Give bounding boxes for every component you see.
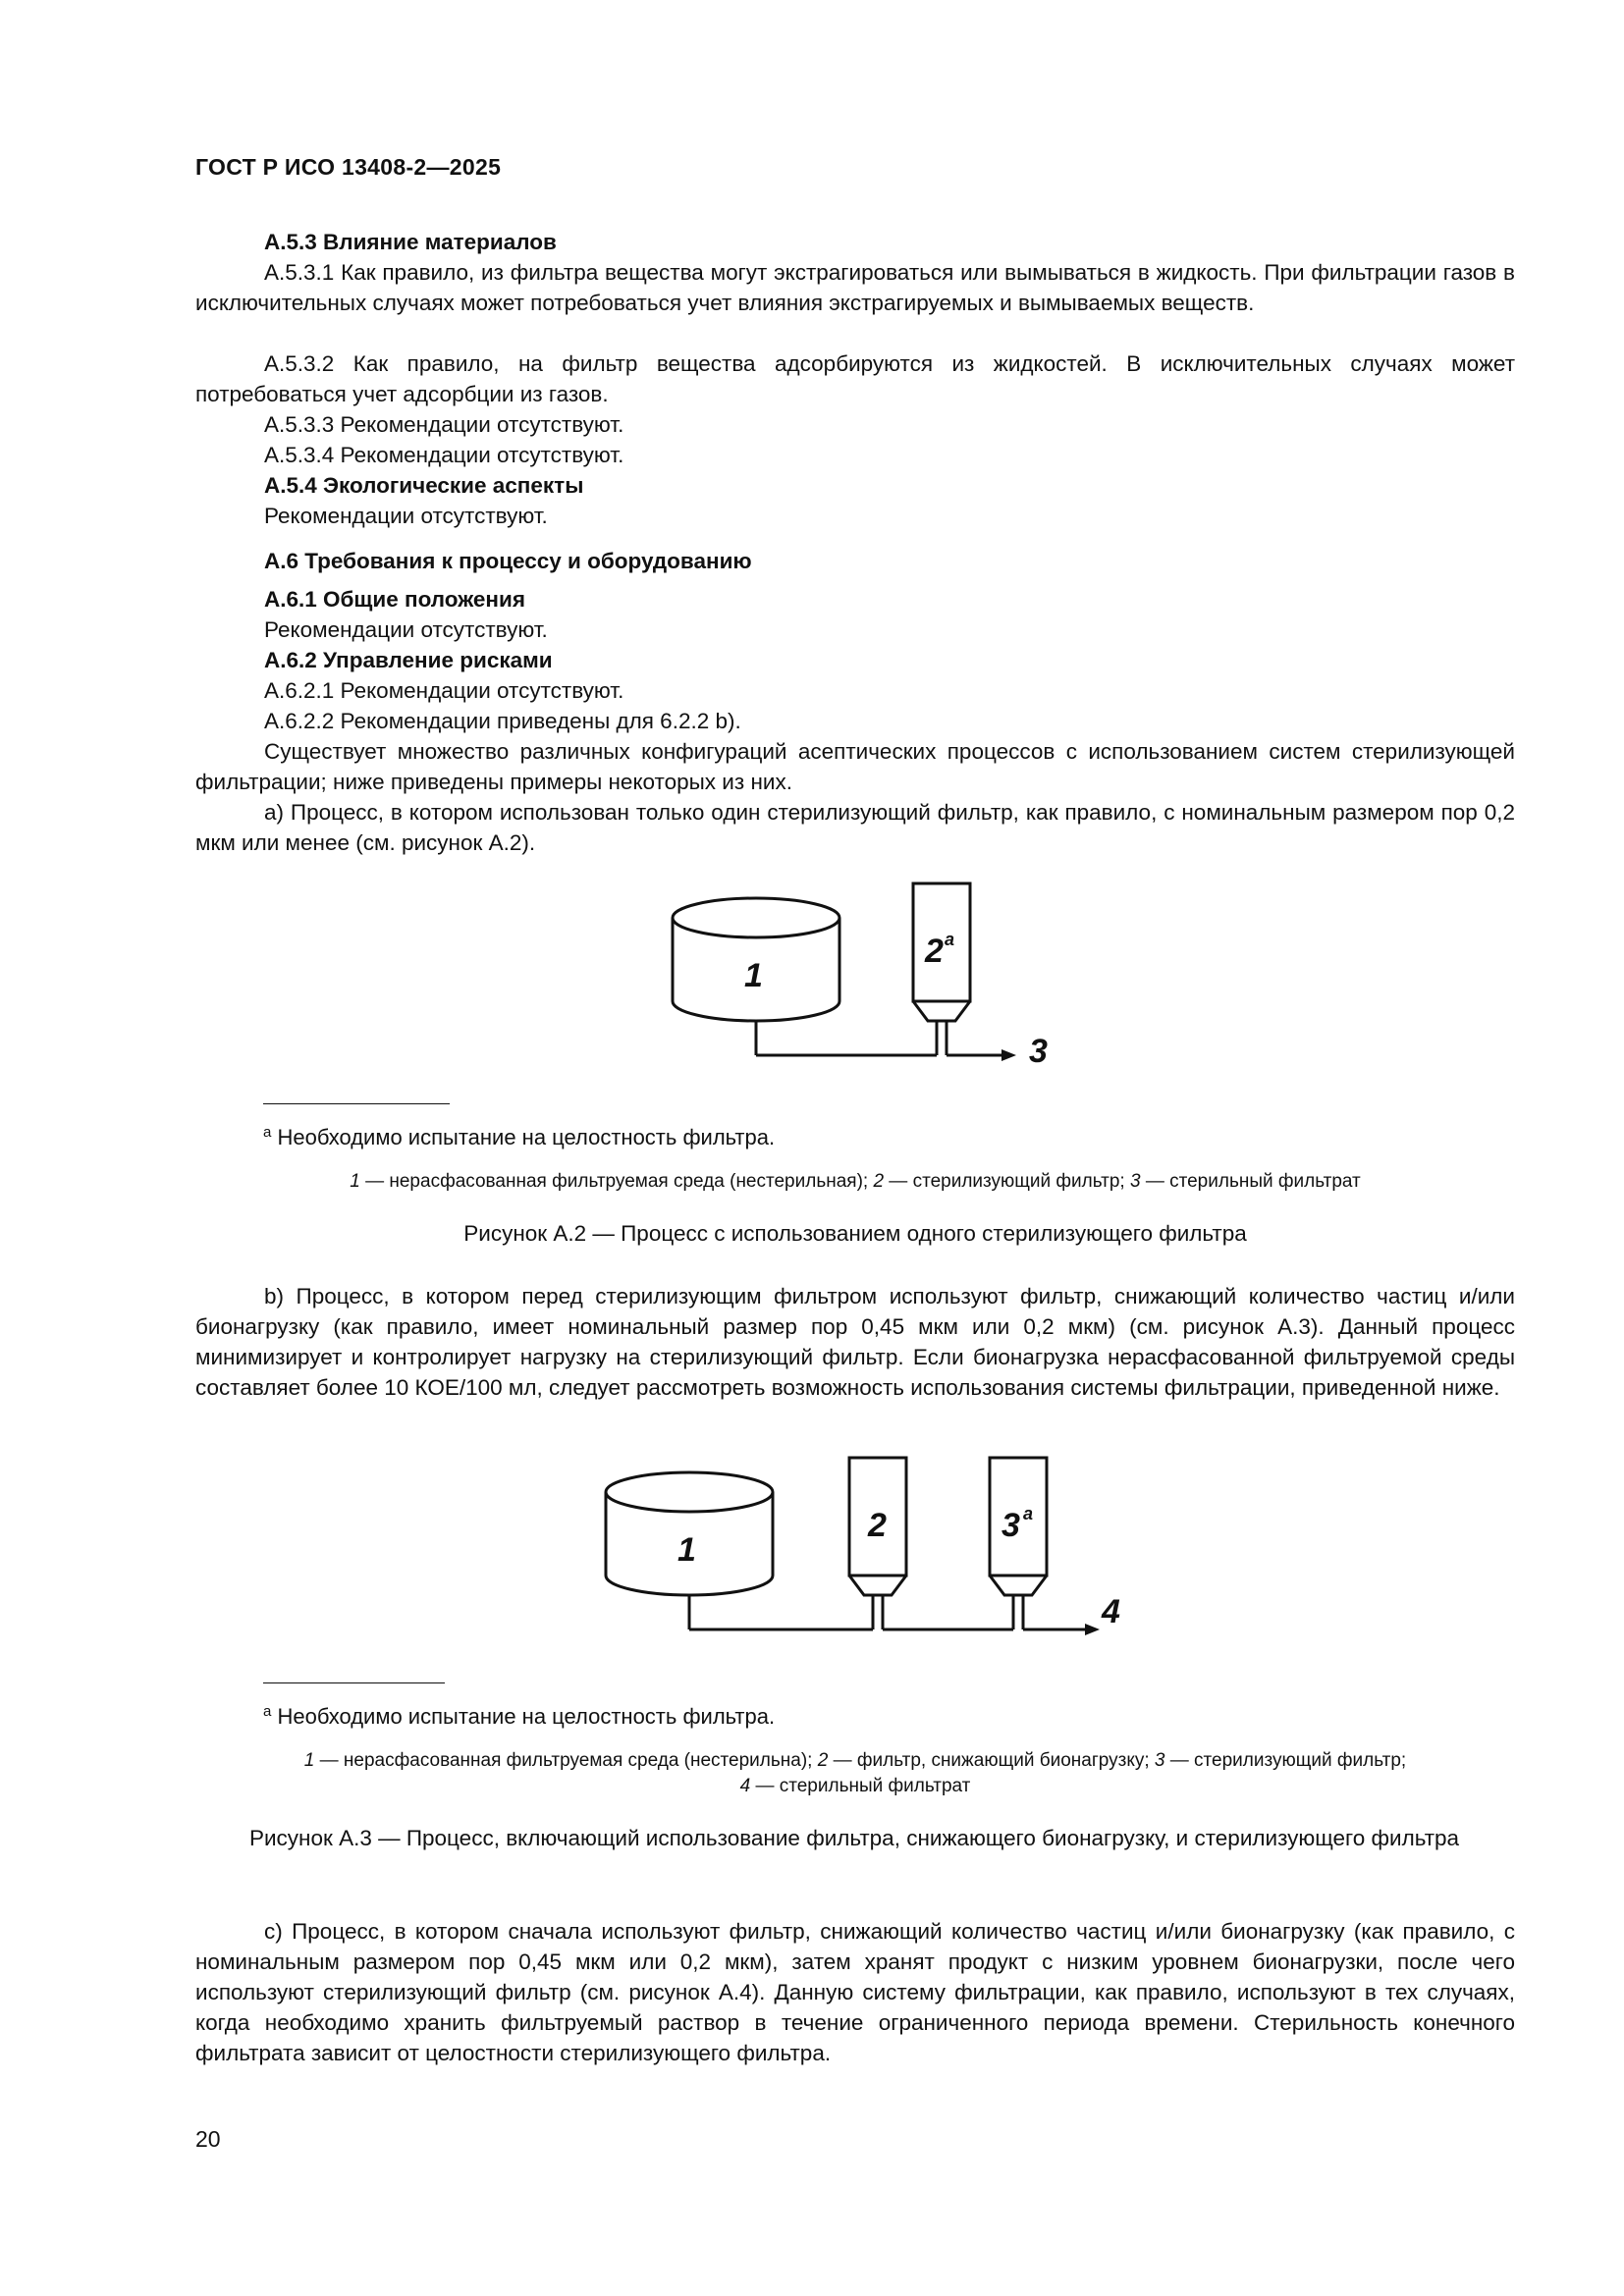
fig2-footnote-text: Необходимо испытание на целостность фильтра. — [277, 1125, 776, 1149]
filter1-funnel — [849, 1575, 906, 1595]
paragraph-a534: А.5.3.4 Рекомендации отсутствуют. — [264, 443, 624, 467]
section-a6-title: А.6 Требования к процессу и оборудованию — [264, 549, 752, 573]
section-a53-title: А.5.3 Влияние материалов — [264, 230, 557, 254]
fig2-legend — [195, 1169, 1515, 1195]
output-arrowhead — [1085, 1624, 1100, 1635]
filter2-funnel — [990, 1575, 1047, 1595]
paragraph-item-c: с) Процесс, в котором сначала используют фильтр, снижающий количество частиц и/или бионагрузку (как правило, с номинальным размером пор 0,45 мкм или 0,2 мкм), затем хранят продукт с низким уровнем бионагрузки, после чего используют стерилизующий фильтр (см. рисунок А.4). Данную систему фильтрации, как правило, используют в тех случаях, когда необходимо хранить фильтруемый раствор в течение ограниченного периода времени. Стерильность конечного фильтрата зависит от целостности стерилизующего фильтра. — [195, 1919, 1515, 2065]
section-a61-title: А.6.1 Общие положения — [264, 587, 525, 612]
section-a54-text: Рекомендации отсутствуют. — [264, 504, 548, 528]
fig3-legend-line2 — [195, 1774, 1515, 1799]
output-arrowhead — [1001, 1049, 1016, 1061]
fig2-footnote-mark: а — [263, 1124, 272, 1141]
fig2-footnote — [263, 1124, 775, 1150]
fig3-label-filter1: 2 — [868, 1507, 887, 1544]
fig2-label-output: 3 — [1029, 1033, 1048, 1070]
fig2-label-filter-sup: а — [945, 930, 955, 949]
fig3-legend-num-4: 4 — [739, 1776, 751, 1796]
tank-top — [606, 1472, 773, 1512]
fig3-footnote-text: Необходимо испытание на целостность фильтра. — [277, 1704, 776, 1729]
paragraph-item-a: а) Процесс, в котором использован только один стерилизующий фильтр, как правило, с номинальным размером пор 0,2 мкм или менее (см. рисунок А.2). — [195, 800, 1515, 855]
paragraph-a532: А.5.3.2 Как правило, на фильтр вещества адсорбируются из жидкостей. В исключительных случаях может потребоваться учет адсорбции из газов. — [195, 351, 1515, 406]
fig3-caption: Рисунок А.3 — Процесс, включающий использование фильтра, снижающего бионагрузку, и стерилизующего фильтра — [248, 1826, 1460, 1850]
section-a61-text: Рекомендации отсутствуют. — [264, 617, 548, 642]
fig3-footnote-mark: а — [263, 1703, 272, 1720]
figure-a3-diagram — [579, 1448, 1129, 1644]
fig2-legend-num-3: 3 — [1129, 1171, 1141, 1192]
fig3-legend-text-1: — нерасфасованная фильтруемая среда (нестерильна); — [314, 1750, 818, 1771]
fig2-legend-text-2: — стерилизующий фильтр; — [884, 1171, 1130, 1192]
tank-top — [673, 898, 839, 937]
filter-funnel — [913, 1001, 970, 1021]
fig3-legend-text-4: — стерильный фильтрат — [750, 1776, 971, 1796]
fig3-label-filter2-sup: а — [1023, 1504, 1034, 1523]
paragraph-a533: А.5.3.3 Рекомендации отсутствуют. — [264, 412, 624, 437]
footnote-rule-fig3 — [263, 1682, 445, 1683]
fig3-legend-line1 — [195, 1748, 1515, 1774]
fig2-label-filter: 2 — [925, 933, 944, 970]
fig2-legend-num-1: 1 — [350, 1171, 360, 1192]
fig2-legend-text-3: — стерильный фильтрат — [1140, 1171, 1361, 1192]
paragraph-a531: А.5.3.1 Как правило, из фильтра вещества могут экстрагироваться или вымываться в жидкость. При фильтрации газов в исключительных случаях может потребоваться учет влияния экстрагируемых и вымываемых веществ. — [195, 260, 1515, 315]
section-a54-title: А.5.4 Экологические аспекты — [264, 473, 584, 498]
fig2-legend-text-1: — нерасфасованная фильтруемая среда (нестерильная); — [359, 1171, 874, 1192]
figure-a2-diagram — [628, 874, 1051, 1070]
fig3-legend-text-3: — стерилизующий фильтр; — [1164, 1750, 1407, 1771]
fig3-legend-text-2: — фильтр, снижающий бионагрузку; — [828, 1750, 1155, 1771]
fig3-legend-num-2: 2 — [817, 1750, 829, 1771]
fig3-legend-num-3: 3 — [1154, 1750, 1165, 1771]
page-number: 20 — [195, 2126, 221, 2152]
fig3-label-filter2: 3 — [1001, 1507, 1020, 1544]
fig2-label-tank: 1 — [744, 957, 763, 994]
section-a62-title: А.6.2 Управление рисками — [264, 648, 553, 672]
fig3-label-tank: 1 — [677, 1531, 696, 1569]
paragraph-item-b: b) Процесс, в котором перед стерилизующим фильтром используют фильтр, снижающий количество частиц и/или бионагрузку (как правило, имеет номинальный размер пор 0,45 мкм или 0,2 мкм) (см. рисунок А.3). Данный процесс минимизирует и контролирует нагрузку на стерилизующий фильтр. Если бионагрузка нерасфасованной фильтруемой среды составляет более 10 КОЕ/100 мл, следует рассмотреть возможность использования системы фильтрации, приведенной ниже. — [195, 1284, 1515, 1400]
document-header: ГОСТ Р ИСО 13408-2—2025 — [195, 154, 502, 180]
paragraph-a622: А.6.2.2 Рекомендации приведены для 6.2.2 b). — [264, 709, 741, 733]
fig2-legend-num-2: 2 — [873, 1171, 885, 1192]
paragraph-a621: А.6.2.1 Рекомендации отсутствуют. — [264, 678, 624, 703]
fig3-footnote — [263, 1703, 775, 1730]
fig3-legend-num-1: 1 — [303, 1750, 315, 1771]
fig2-caption: Рисунок А.2 — Процесс с использованием одного стерилизующего фильтра — [463, 1221, 1247, 1246]
fig3-label-output: 4 — [1102, 1593, 1120, 1630]
footnote-rule-fig2 — [263, 1103, 450, 1104]
paragraph-configurations: Существует множество различных конфигураций асептических процессов с использованием систем стерилизующей фильтрации; ниже приведены примеры некоторых из них. — [195, 739, 1515, 794]
